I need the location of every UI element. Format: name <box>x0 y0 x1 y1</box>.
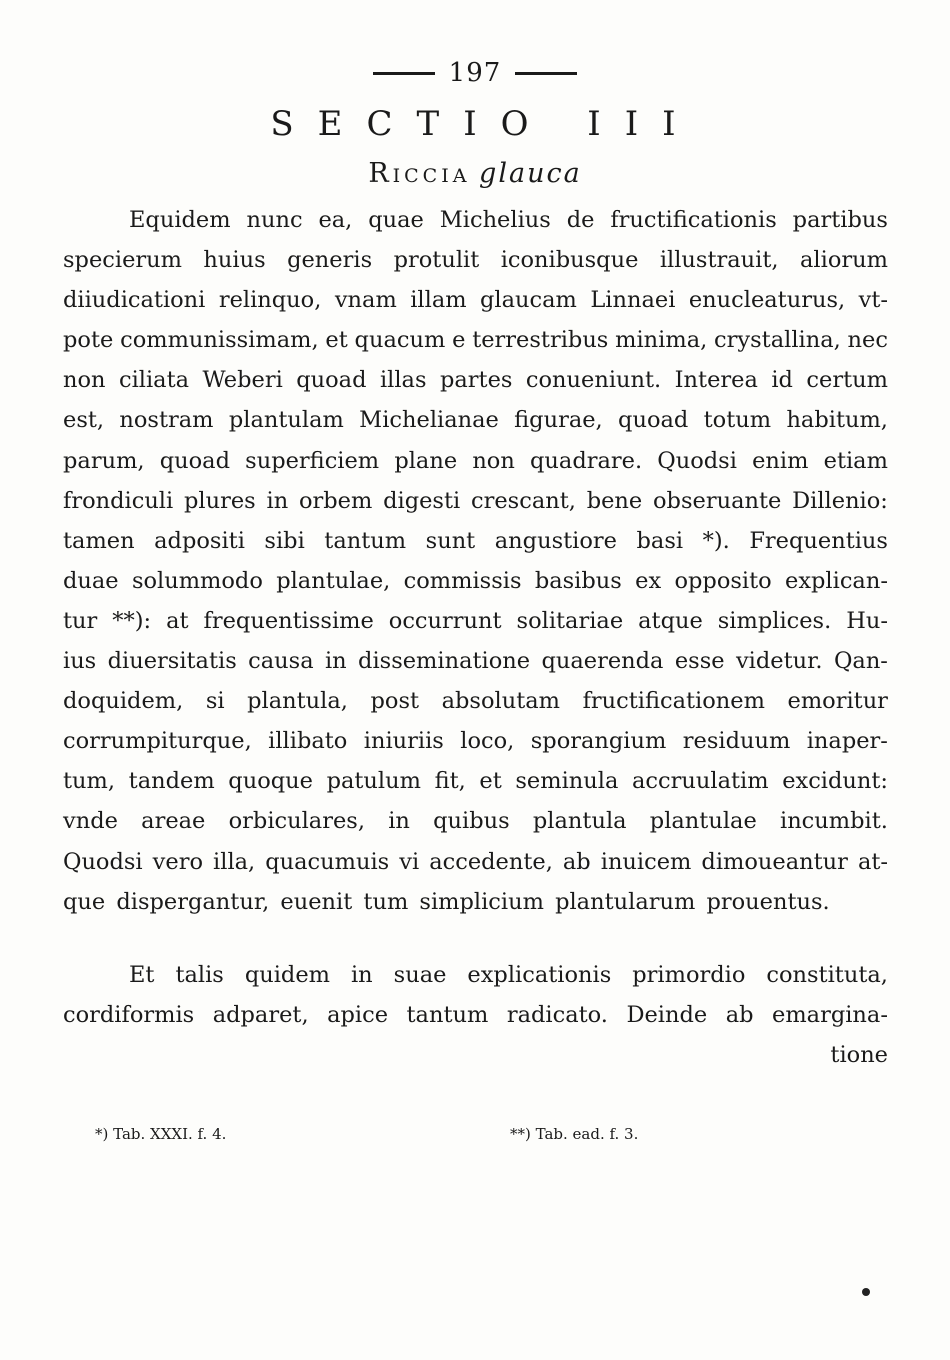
word: certum <box>806 367 888 394</box>
page-header <box>0 58 950 88</box>
word: digesti <box>383 487 461 514</box>
word: fructificationem <box>582 688 765 715</box>
word: ab <box>562 848 591 875</box>
word: illam <box>410 287 467 314</box>
word: et <box>479 768 502 795</box>
text-line <box>63 842 888 882</box>
word: Quodsi <box>657 447 737 474</box>
word: doquidem, <box>63 688 184 715</box>
text-line <box>63 641 888 681</box>
footnotes <box>95 1125 795 1155</box>
subtitle-genus: Riccia <box>368 158 471 189</box>
word: iconibusque <box>500 247 639 274</box>
subtitle <box>0 158 950 189</box>
word: quidem <box>244 962 330 988</box>
footnote-2: **) Tab. ead. f. 3. <box>510 1125 639 1143</box>
word: disseminatione <box>358 648 531 675</box>
word: Michelianae <box>359 407 499 434</box>
word: Linnaei <box>590 287 676 314</box>
word: vnam <box>334 287 397 314</box>
word: Qan- <box>833 648 888 675</box>
word: Weberi <box>202 367 283 394</box>
word: esse <box>674 648 725 675</box>
word: Interea <box>674 367 758 394</box>
word: plantulae <box>649 808 757 835</box>
word: illustrauit, <box>659 247 779 274</box>
word: totum <box>703 407 772 434</box>
word: non <box>472 447 515 474</box>
word: superficiem <box>245 447 380 474</box>
word: diiudicationi <box>63 287 206 314</box>
word: Dillenio: <box>792 487 888 514</box>
word: non <box>63 367 106 394</box>
word: illas <box>379 367 427 394</box>
footnote-1: *) Tab. XXXI. f. 4. <box>95 1125 227 1143</box>
text-line <box>63 400 888 440</box>
word: illibato <box>268 728 348 755</box>
word: apice <box>327 1002 389 1029</box>
text-line <box>63 481 888 521</box>
word: bene <box>586 487 643 514</box>
word: quoad <box>296 367 367 394</box>
word: explican- <box>785 567 888 594</box>
text-line <box>63 240 888 280</box>
word: atque <box>638 607 703 634</box>
word: sibi <box>264 527 305 554</box>
word: habitum, <box>786 407 888 434</box>
word: quoad <box>159 447 230 474</box>
word: duae <box>63 567 119 594</box>
word: in <box>350 962 373 988</box>
word: absolutam <box>441 688 560 715</box>
word: Et <box>129 962 155 988</box>
word: nostram <box>119 407 214 434</box>
word: nunc <box>246 207 303 233</box>
word: sunt <box>425 527 476 554</box>
text-line <box>63 280 888 320</box>
word: plantula, <box>247 688 348 715</box>
word: vnde <box>63 808 118 835</box>
word: Frequentius <box>749 527 888 554</box>
word: residuum <box>682 728 791 755</box>
word: vt- <box>858 287 888 314</box>
word: huius <box>203 247 266 274</box>
word: quoad <box>618 407 689 434</box>
word: post <box>370 688 420 715</box>
word: generis <box>287 247 373 274</box>
word: in <box>266 487 289 514</box>
word: causa <box>248 648 314 675</box>
word: specierum <box>63 247 182 274</box>
word: basibus <box>534 567 622 594</box>
word: inuicem <box>600 848 692 875</box>
word: talis <box>175 962 224 988</box>
word: glaucam <box>480 287 577 314</box>
subtitle-species: glauca <box>479 158 582 189</box>
word: diuersitatis <box>107 648 237 675</box>
text-line <box>63 801 888 841</box>
text-line <box>63 882 888 922</box>
word: orbiculares, <box>228 808 365 835</box>
word: aliorum <box>800 247 888 274</box>
word: fructificationis <box>610 207 777 233</box>
word: tamen <box>63 527 135 554</box>
word: Michelius <box>439 207 551 233</box>
text-line <box>63 761 888 801</box>
word: orbem <box>298 487 373 514</box>
word: est, <box>63 407 105 434</box>
word: radicato. <box>506 1002 608 1029</box>
word: excidunt: <box>782 768 888 795</box>
word: e <box>452 327 466 354</box>
word: enucleaturus, <box>688 287 846 314</box>
line-text: tione <box>830 1042 888 1069</box>
word: plane <box>394 447 458 474</box>
text-line <box>63 200 888 240</box>
word: partes <box>439 367 513 394</box>
text-line <box>63 721 888 761</box>
text-line <box>63 995 888 1035</box>
word: *). <box>702 527 730 554</box>
word: plures <box>184 487 256 514</box>
word: angustiore <box>494 527 617 554</box>
word: patulum <box>326 768 421 795</box>
text-line <box>63 441 888 481</box>
word: primordio <box>632 962 746 988</box>
word: areae <box>141 808 206 835</box>
paragraph-2 <box>63 955 888 1075</box>
header-rule-right <box>515 72 577 75</box>
word: quibus <box>433 808 510 835</box>
word: at- <box>857 848 888 875</box>
word: vero <box>152 848 204 875</box>
word: et <box>325 327 348 354</box>
word: plantulae, <box>276 567 391 594</box>
word: plantula <box>532 808 627 835</box>
word: corrumpiturque, <box>63 728 252 755</box>
word: obseruante <box>653 487 782 514</box>
word: opposito <box>674 567 772 594</box>
word: solitariae <box>516 607 624 634</box>
word: ex <box>635 567 662 594</box>
text-line <box>63 1035 888 1075</box>
word: ab <box>725 1002 754 1029</box>
word: accruulatim <box>632 768 769 795</box>
word: tantum <box>324 527 407 554</box>
word: Hu- <box>846 607 888 634</box>
section-title: SECTIO III <box>270 104 700 144</box>
text-line <box>63 360 888 400</box>
word: tur <box>63 607 98 634</box>
word: relinquo, <box>218 287 322 314</box>
word: ciliata <box>118 367 190 394</box>
word: loco, <box>460 728 515 755</box>
word: communissimam, <box>120 327 319 354</box>
word: quae <box>368 207 424 233</box>
word: tum, <box>63 768 116 795</box>
word: ius <box>63 648 97 675</box>
word: frondiculi <box>63 487 174 514</box>
word: nec <box>847 327 888 354</box>
word: dimoueantur <box>701 848 848 875</box>
word: tandem <box>128 768 215 795</box>
text-line <box>63 521 888 561</box>
word: frequentissime <box>203 607 374 634</box>
ink-spot <box>862 1288 870 1296</box>
word: cordiformis <box>63 1002 195 1029</box>
page-number: 197 <box>448 58 502 88</box>
word: seminula <box>515 768 619 795</box>
word: vi <box>399 848 420 875</box>
word: protulit <box>393 247 480 274</box>
word: sporangium <box>530 728 667 755</box>
text-line <box>63 955 888 995</box>
word: crystallina, <box>714 327 841 354</box>
word: **): <box>112 607 152 634</box>
word: in <box>324 648 347 675</box>
word: simplices. <box>717 607 832 634</box>
word: etiam <box>823 447 888 474</box>
word: pote <box>63 327 114 354</box>
word: Equidem <box>129 207 231 233</box>
word: adpositi <box>154 527 245 554</box>
word: solummodo <box>131 567 263 594</box>
text-line <box>63 561 888 601</box>
word: videtur. <box>735 648 823 675</box>
word: inaper- <box>806 728 888 755</box>
word: quaerenda <box>541 648 664 675</box>
word: basi <box>636 527 684 554</box>
text-line <box>63 681 888 721</box>
word: quoque <box>228 768 313 795</box>
text-line <box>63 320 888 360</box>
word: adparet, <box>212 1002 309 1029</box>
word: accedente, <box>429 848 553 875</box>
word: de <box>566 207 595 233</box>
word: id <box>771 367 793 394</box>
word: quacum <box>354 327 446 354</box>
word: in <box>388 808 410 835</box>
word: figurae, <box>514 407 603 434</box>
word: explicationis <box>467 962 612 988</box>
word: tantum <box>406 1002 489 1029</box>
line-text: que dispergantur, euenit tum simplicium plantularum prouentus. <box>63 888 830 915</box>
word: at <box>166 607 189 634</box>
word: emargina- <box>772 1002 888 1029</box>
word: ea, <box>318 207 353 233</box>
word: constituta, <box>766 962 888 988</box>
word: conueniunt. <box>525 367 662 394</box>
word: quadrare. <box>530 447 643 474</box>
word: plantulam <box>228 407 344 434</box>
word: terrestribus <box>472 327 609 354</box>
word: illa, <box>213 848 256 875</box>
word: partibus <box>792 207 888 233</box>
word: fit, <box>434 768 466 795</box>
word: parum, <box>63 447 145 474</box>
word: Deinde <box>626 1002 708 1029</box>
word: enim <box>752 447 809 474</box>
word: minima, <box>615 327 708 354</box>
paragraph-1 <box>63 200 888 922</box>
word: si <box>205 688 225 715</box>
word: incumbit. <box>780 808 888 835</box>
word: crescant, <box>471 487 576 514</box>
word: commissis <box>403 567 522 594</box>
word: emoritur <box>787 688 888 715</box>
header-rule-left <box>373 72 435 75</box>
text-line <box>63 601 888 641</box>
word: quacumuis <box>265 848 390 875</box>
word: suae <box>393 962 447 988</box>
word: iniuriis <box>363 728 444 755</box>
word: occurrunt <box>388 607 502 634</box>
word: Quodsi <box>63 848 143 875</box>
